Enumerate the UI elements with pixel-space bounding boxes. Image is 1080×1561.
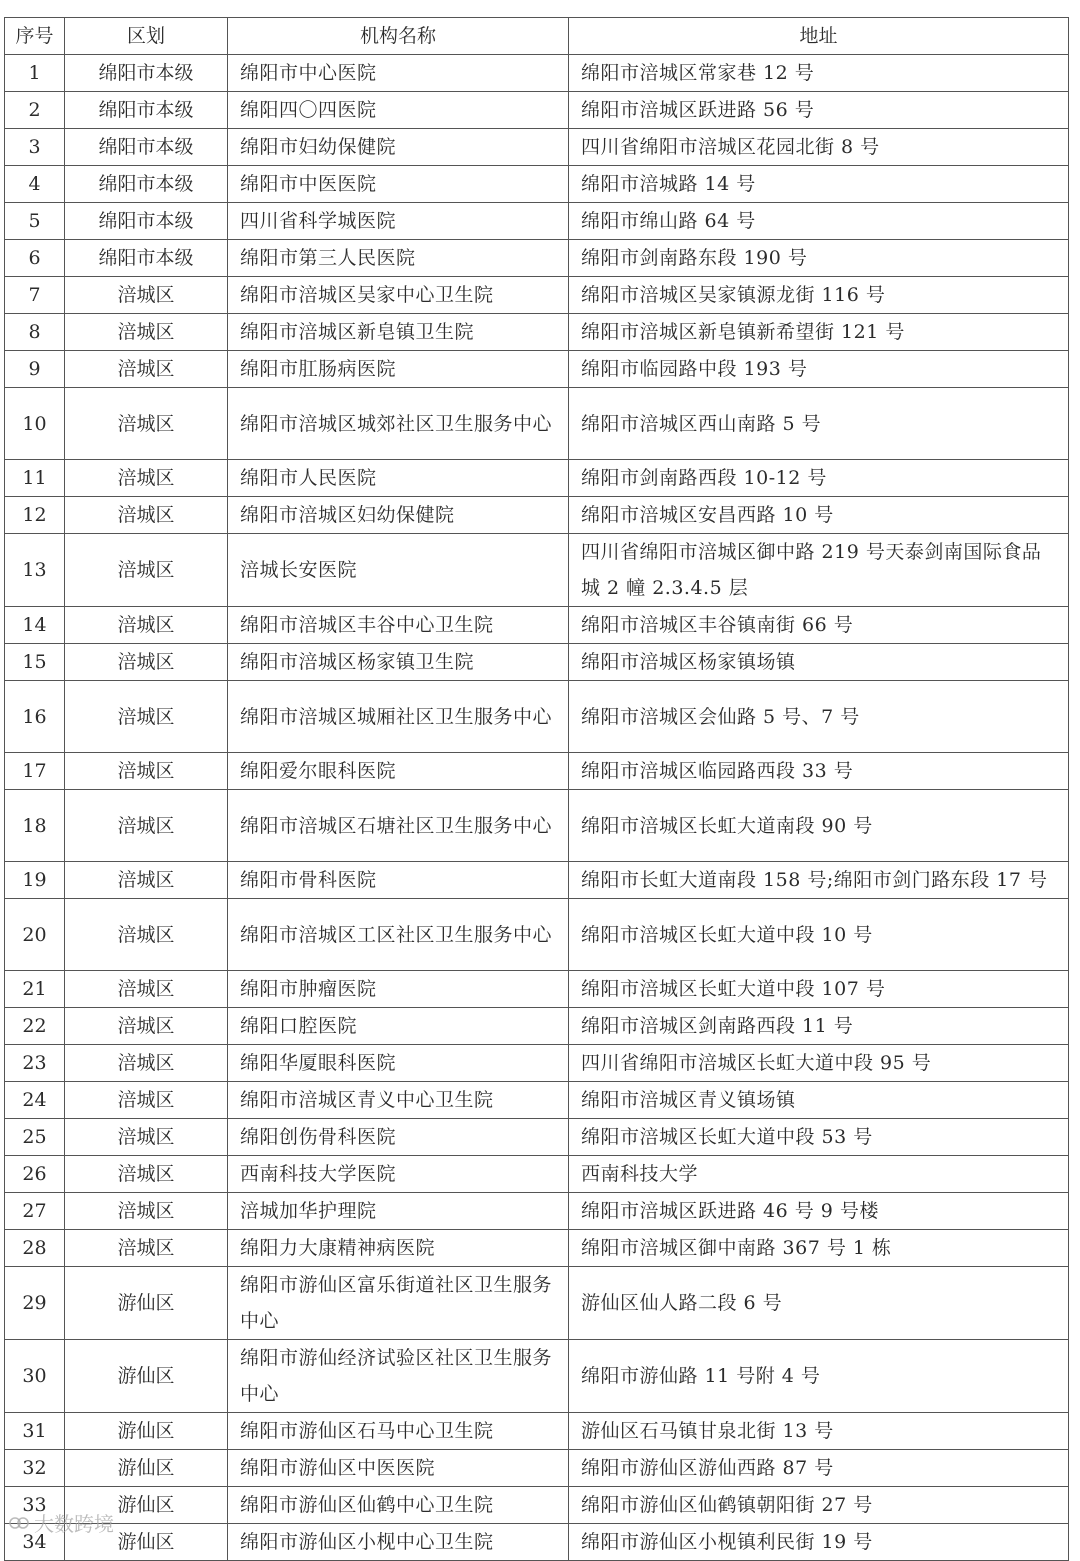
- cell-institution-name: 绵阳市人民医院: [228, 460, 569, 497]
- cell-address: 绵阳市涪城区跃进路 56 号: [569, 92, 1069, 129]
- cell-address: 绵阳市涪城区西山南路 5 号: [569, 388, 1069, 460]
- table-row: [5, 277, 1069, 314]
- cell-institution-name: 绵阳市中心医院: [228, 55, 569, 92]
- table-row: [5, 388, 1069, 460]
- cell-institution-name: 涪城加华护理院: [228, 1193, 569, 1230]
- cell-district: 绵阳市本级: [65, 166, 228, 203]
- table-row: [5, 92, 1069, 129]
- table-row: [5, 240, 1069, 277]
- header-address: 地址: [569, 18, 1069, 55]
- watermark: [8, 1508, 114, 1537]
- cell-institution-name: 绵阳市第三人民医院: [228, 240, 569, 277]
- cell-district: 涪城区: [65, 534, 228, 607]
- cell-address: 绵阳市游仙区仙鹤镇朝阳街 27 号: [569, 1487, 1069, 1524]
- cell-address: 绵阳市剑南路东段 190 号: [569, 240, 1069, 277]
- cell-address: 绵阳市涪城路 14 号: [569, 166, 1069, 203]
- cell-address: 绵阳市涪城区吴家镇源龙街 116 号: [569, 277, 1069, 314]
- cell-institution-name: 绵阳市涪城区妇幼保健院: [228, 497, 569, 534]
- cell-institution-name: 绵阳市游仙区中医医院: [228, 1450, 569, 1487]
- cell-address: 绵阳市游仙路 11 号附 4 号: [569, 1340, 1069, 1413]
- cell-institution-name: 绵阳市涪城区新皂镇卫生院: [228, 314, 569, 351]
- cell-serial-number: 13: [5, 534, 65, 607]
- cell-serial-number: 21: [5, 971, 65, 1008]
- header-row: [5, 18, 1069, 55]
- cell-address: 四川省绵阳市涪城区花园北街 8 号: [569, 129, 1069, 166]
- cell-serial-number: 9: [5, 351, 65, 388]
- cell-institution-name: 绵阳市涪城区石塘社区卫生服务中心: [228, 790, 569, 862]
- cell-serial-number: 25: [5, 1119, 65, 1156]
- cell-district: 游仙区: [65, 1340, 228, 1413]
- cell-district: 涪城区: [65, 1045, 228, 1082]
- cell-serial-number: 24: [5, 1082, 65, 1119]
- table-header: [5, 18, 1069, 55]
- cell-district: 绵阳市本级: [65, 203, 228, 240]
- cell-district: 游仙区: [65, 1487, 228, 1524]
- cell-serial-number: 8: [5, 314, 65, 351]
- cell-serial-number: 14: [5, 607, 65, 644]
- institution-table-container: [4, 17, 1068, 1561]
- cell-address: 西南科技大学: [569, 1156, 1069, 1193]
- table-row: [5, 753, 1069, 790]
- cell-institution-name: 绵阳市游仙经济试验区社区卫生服务中心: [228, 1340, 569, 1413]
- cell-district: 涪城区: [65, 971, 228, 1008]
- cell-serial-number: 19: [5, 862, 65, 899]
- cell-district: 涪城区: [65, 1193, 228, 1230]
- cell-district: 游仙区: [65, 1267, 228, 1340]
- table-row: [5, 203, 1069, 240]
- cell-district: 涪城区: [65, 351, 228, 388]
- table-row: [5, 460, 1069, 497]
- cell-district: 涪城区: [65, 1156, 228, 1193]
- cell-district: 涪城区: [65, 681, 228, 753]
- cell-serial-number: 10: [5, 388, 65, 460]
- header-district: 区划: [65, 18, 228, 55]
- cell-address: 四川省绵阳市涪城区长虹大道中段 95 号: [569, 1045, 1069, 1082]
- cell-address: 游仙区仙人路二段 6 号: [569, 1267, 1069, 1340]
- cell-address: 绵阳市涪城区跃进路 46 号 9 号楼: [569, 1193, 1069, 1230]
- cell-district: 涪城区: [65, 1230, 228, 1267]
- cell-address: 绵阳市涪城区常家巷 12 号: [569, 55, 1069, 92]
- cell-address: 绵阳市绵山路 64 号: [569, 203, 1069, 240]
- table-row: [5, 1524, 1069, 1561]
- table-row: [5, 1119, 1069, 1156]
- cell-serial-number: 17: [5, 753, 65, 790]
- cell-address: 四川省绵阳市涪城区御中路 219 号天泰剑南国际食品城 2 幢 2.3.4.5 层: [569, 534, 1069, 607]
- cell-district: 绵阳市本级: [65, 55, 228, 92]
- cell-district: 涪城区: [65, 314, 228, 351]
- cell-address: 绵阳市游仙区游仙西路 87 号: [569, 1450, 1069, 1487]
- cell-serial-number: 2: [5, 92, 65, 129]
- cell-address: 绵阳市涪城区丰谷镇南街 66 号: [569, 607, 1069, 644]
- cell-institution-name: 绵阳市游仙区富乐街道社区卫生服务中心: [228, 1267, 569, 1340]
- cell-address: 绵阳市涪城区长虹大道中段 53 号: [569, 1119, 1069, 1156]
- cell-district: 游仙区: [65, 1524, 228, 1561]
- cell-address: 绵阳市涪城区新皂镇新希望街 121 号: [569, 314, 1069, 351]
- cell-institution-name: 涪城长安医院: [228, 534, 569, 607]
- cell-serial-number: 7: [5, 277, 65, 314]
- cell-institution-name: 绵阳四〇四医院: [228, 92, 569, 129]
- cell-institution-name: 绵阳市涪城区杨家镇卫生院: [228, 644, 569, 681]
- cell-serial-number: 1: [5, 55, 65, 92]
- cell-institution-name: 绵阳力大康精神病医院: [228, 1230, 569, 1267]
- table-row: [5, 1045, 1069, 1082]
- cell-institution-name: 绵阳市肛肠病医院: [228, 351, 569, 388]
- table-row: [5, 971, 1069, 1008]
- cell-institution-name: 绵阳市游仙区小枧中心卫生院: [228, 1524, 569, 1561]
- table-row: [5, 681, 1069, 753]
- cell-district: 绵阳市本级: [65, 240, 228, 277]
- table-row: [5, 1340, 1069, 1413]
- cell-institution-name: 绵阳市游仙区仙鹤中心卫生院: [228, 1487, 569, 1524]
- cell-institution-name: 绵阳市涪城区丰谷中心卫生院: [228, 607, 569, 644]
- cell-district: 绵阳市本级: [65, 129, 228, 166]
- table-row: [5, 1156, 1069, 1193]
- cell-address: 绵阳市涪城区长虹大道中段 10 号: [569, 899, 1069, 971]
- cell-address: 绵阳市涪城区杨家镇场镇: [569, 644, 1069, 681]
- cell-serial-number: 16: [5, 681, 65, 753]
- cell-institution-name: 绵阳市涪城区吴家中心卫生院: [228, 277, 569, 314]
- cell-address: 绵阳市剑南路西段 10-12 号: [569, 460, 1069, 497]
- table-row: [5, 1413, 1069, 1450]
- cell-institution-name: 绵阳创伤骨科医院: [228, 1119, 569, 1156]
- cell-serial-number: 29: [5, 1267, 65, 1340]
- cell-serial-number: 31: [5, 1413, 65, 1450]
- table-row: [5, 497, 1069, 534]
- cell-address: 绵阳市涪城区长虹大道南段 90 号: [569, 790, 1069, 862]
- cell-address: 绵阳市长虹大道南段 158 号;绵阳市剑门路东段 17 号: [569, 862, 1069, 899]
- table-row: [5, 1267, 1069, 1340]
- table-row: [5, 862, 1069, 899]
- cell-institution-name: 绵阳市妇幼保健院: [228, 129, 569, 166]
- cell-district: 涪城区: [65, 388, 228, 460]
- header-serial-number: 序号: [5, 18, 65, 55]
- cell-district: 游仙区: [65, 1413, 228, 1450]
- table-row: [5, 534, 1069, 607]
- cell-serial-number: 3: [5, 129, 65, 166]
- cell-institution-name: 绵阳市涪城区工区社区卫生服务中心: [228, 899, 569, 971]
- cell-serial-number: 11: [5, 460, 65, 497]
- table-row: [5, 790, 1069, 862]
- cell-institution-name: 绵阳华厦眼科医院: [228, 1045, 569, 1082]
- cell-serial-number: 28: [5, 1230, 65, 1267]
- cell-serial-number: 20: [5, 899, 65, 971]
- cell-serial-number: 30: [5, 1340, 65, 1413]
- cell-institution-name: 绵阳市涪城区城厢社区卫生服务中心: [228, 681, 569, 753]
- cell-district: 涪城区: [65, 790, 228, 862]
- cell-district: 涪城区: [65, 607, 228, 644]
- cell-institution-name: 绵阳口腔医院: [228, 1008, 569, 1045]
- cell-district: 涪城区: [65, 497, 228, 534]
- table-row: [5, 899, 1069, 971]
- cell-address: 绵阳市涪城区长虹大道中段 107 号: [569, 971, 1069, 1008]
- table-row: [5, 1487, 1069, 1524]
- table-row: [5, 1450, 1069, 1487]
- table-row: [5, 1082, 1069, 1119]
- cell-serial-number: 32: [5, 1450, 65, 1487]
- watermark-logo-icon: [8, 1513, 30, 1533]
- cell-serial-number: 22: [5, 1008, 65, 1045]
- cell-serial-number: 12: [5, 497, 65, 534]
- cell-institution-name: 绵阳市游仙区石马中心卫生院: [228, 1413, 569, 1450]
- cell-institution-name: 绵阳爱尔眼科医院: [228, 753, 569, 790]
- cell-serial-number: 6: [5, 240, 65, 277]
- cell-district: 涪城区: [65, 862, 228, 899]
- institution-table: [4, 17, 1069, 1561]
- cell-serial-number: 15: [5, 644, 65, 681]
- cell-institution-name: 绵阳市中医医院: [228, 166, 569, 203]
- table-row: [5, 1008, 1069, 1045]
- table-body: [5, 55, 1069, 1561]
- table-row: [5, 1193, 1069, 1230]
- cell-address: 绵阳市涪城区剑南路西段 11 号: [569, 1008, 1069, 1045]
- table-row: [5, 607, 1069, 644]
- cell-institution-name: 绵阳市涪城区青义中心卫生院: [228, 1082, 569, 1119]
- cell-district: 涪城区: [65, 1008, 228, 1045]
- cell-address: 游仙区石马镇甘泉北街 13 号: [569, 1413, 1069, 1450]
- cell-district: 涪城区: [65, 644, 228, 681]
- cell-district: 涪城区: [65, 1082, 228, 1119]
- cell-address: 绵阳市涪城区会仙路 5 号、7 号: [569, 681, 1069, 753]
- cell-address: 绵阳市游仙区小枧镇利民街 19 号: [569, 1524, 1069, 1561]
- cell-serial-number: 26: [5, 1156, 65, 1193]
- cell-serial-number: 5: [5, 203, 65, 240]
- cell-district: 涪城区: [65, 899, 228, 971]
- table-row: [5, 644, 1069, 681]
- cell-serial-number: 23: [5, 1045, 65, 1082]
- cell-district: 涪城区: [65, 1119, 228, 1156]
- table-row: [5, 129, 1069, 166]
- cell-district: 涪城区: [65, 277, 228, 314]
- cell-district: 游仙区: [65, 1450, 228, 1487]
- cell-serial-number: 27: [5, 1193, 65, 1230]
- cell-district: 绵阳市本级: [65, 92, 228, 129]
- cell-institution-name: 绵阳市骨科医院: [228, 862, 569, 899]
- cell-address: 绵阳市涪城区青义镇场镇: [569, 1082, 1069, 1119]
- watermark-text: 大数跨境: [34, 1512, 114, 1536]
- cell-institution-name: 绵阳市涪城区城郊社区卫生服务中心: [228, 388, 569, 460]
- cell-serial-number: 33: [5, 1487, 65, 1524]
- cell-address: 绵阳市涪城区御中南路 367 号 1 栋: [569, 1230, 1069, 1267]
- table-row: [5, 314, 1069, 351]
- cell-address: 绵阳市临园路中段 193 号: [569, 351, 1069, 388]
- cell-serial-number: 34: [5, 1524, 65, 1561]
- cell-address: 绵阳市涪城区安昌西路 10 号: [569, 497, 1069, 534]
- cell-district: 涪城区: [65, 460, 228, 497]
- table-row: [5, 55, 1069, 92]
- cell-serial-number: 18: [5, 790, 65, 862]
- cell-institution-name: 西南科技大学医院: [228, 1156, 569, 1193]
- cell-serial-number: 4: [5, 166, 65, 203]
- cell-address: 绵阳市涪城区临园路西段 33 号: [569, 753, 1069, 790]
- table-row: [5, 351, 1069, 388]
- header-institution-name: 机构名称: [228, 18, 569, 55]
- cell-district: 涪城区: [65, 753, 228, 790]
- cell-institution-name: 绵阳市肿瘤医院: [228, 971, 569, 1008]
- table-row: [5, 1230, 1069, 1267]
- cell-institution-name: 四川省科学城医院: [228, 203, 569, 240]
- table-row: [5, 166, 1069, 203]
